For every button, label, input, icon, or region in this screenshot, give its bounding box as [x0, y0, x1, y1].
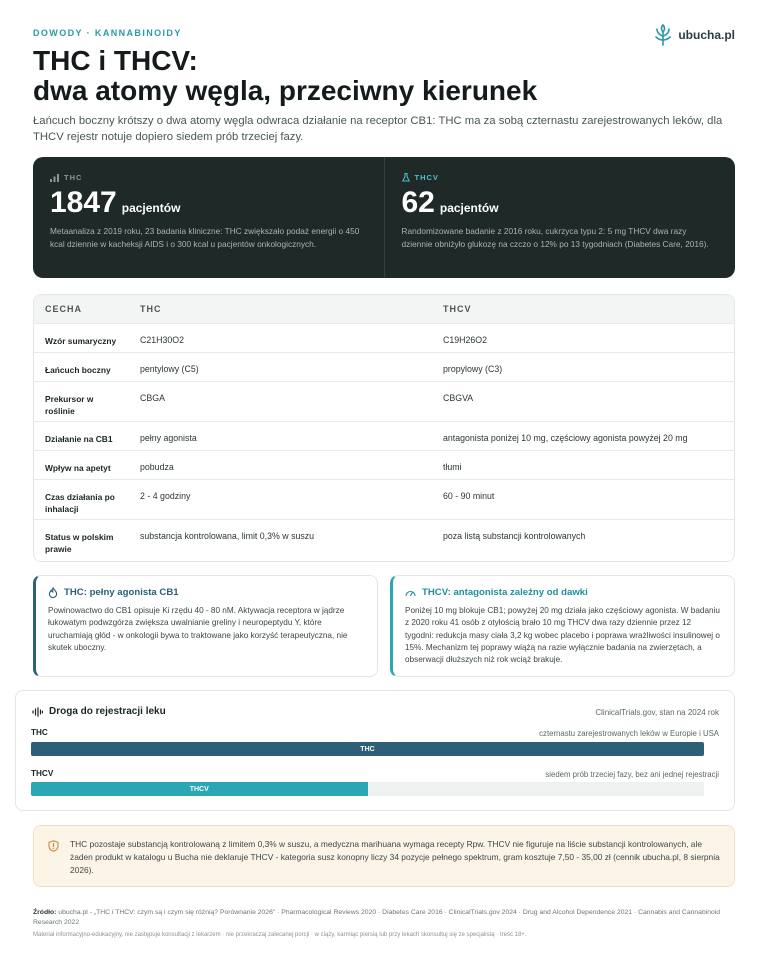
kicker: DOWODY · KANNABINOIDY [33, 28, 182, 38]
stat-description: Randomizowane badanie z 2016 roku, cukrzyca typu 2: 5 mg THCV dwa razy dziennie obniżyło glukozę na czczo o 12% po 13 tygodniach (Diabetes Care, 2016). [401, 226, 709, 249]
row-key: Łańcuch boczny [34, 352, 129, 381]
stat-unit: pacjentów [121, 201, 181, 215]
row-thcv: propylowy (C3) [432, 352, 734, 381]
bar-label-thc: THC [31, 728, 48, 737]
table-row [34, 323, 734, 352]
row-thc: pentylowy (C5) [129, 352, 432, 381]
stat-thcv [384, 157, 736, 278]
bar-note-thcv: siedem prób trzeciej fazy, bez ani jednej rejestracji [545, 770, 719, 779]
stat-thc-value [50, 187, 366, 219]
header-cecha: CECHA [34, 295, 129, 323]
legal-note-text: THC pozostaje substancją kontrolowaną z limitem 0,3% w suszu, a medyczna marihuana wymaga recepty Rpw. THCV nie figuruje na liście substancji kontrolowanych, ale żaden produkt w katalogu u Bucha nie deklaruje THCV - kategoria susz konopny liczy 34 pozycje pełnego spektrum, gram kosztuje 7,50 - 35,00 zł (cennik ubucha.pl, 8 sierpnia 2026). [70, 839, 720, 875]
table-row [34, 450, 734, 479]
source-label: Źródło: [33, 909, 57, 916]
source-text: ubucha.pl - „THC i THCV: czym są i czym się różnią? Porównanie 2026" · Pharmacological Reviews 2020 · Diabetes Care 2016 · ClinicalTrials.gov 2024 · Drug and Alcohol Dependence 2021 · Cannabis and Cannabinoid Research 2022 [33, 909, 721, 926]
stat-thc [33, 157, 384, 278]
row-thc: 2 - 4 godziny [129, 479, 432, 519]
gauge-icon [405, 588, 416, 597]
bar-track-thcv [31, 782, 704, 796]
table-row [34, 421, 734, 450]
bar-track-thc [31, 742, 704, 756]
stat-label-text: THCV [414, 173, 439, 182]
stat-thc-label [50, 173, 366, 182]
stat-thcv-value [402, 187, 718, 219]
stats-panel [33, 157, 735, 278]
bar-fill-thcv: THCV [31, 782, 368, 796]
card-title [48, 587, 365, 598]
disclaimer: Materiał informacyjno-edukacyjny, nie zastępuje konsultacji z lekarzem · nie przekraczaj zalecanej porcji · w ciąży, karmiąc piersią lub przy lekach skonsultuj się ze specjalistą · treść 18+. [33, 932, 527, 938]
row-thc: pobudza [129, 450, 432, 479]
brand-logo[interactable] [654, 24, 735, 46]
source-line [33, 908, 738, 928]
row-thcv: tłumi [432, 450, 734, 479]
row-thcv: CBGVA [432, 381, 734, 421]
roadmap-source: ClinicalTrials.gov, stan na 2024 rok [595, 708, 719, 717]
row-key: Prekursor w roślinie [34, 381, 129, 421]
mechanism-cards [33, 575, 735, 677]
bar-chart-icon [50, 174, 59, 182]
card-title-text: THCV: antagonista zależny od dawki [422, 587, 588, 598]
card-thc [33, 575, 378, 677]
row-key: Czas działania po inhalacji [34, 479, 129, 519]
stat-unit: pacjentów [439, 201, 499, 215]
row-thc: CBGA [129, 381, 432, 421]
registration-roadmap [15, 690, 735, 811]
card-title-text: THC: pełny agonista CB1 [64, 587, 179, 598]
bar-fill-thc: THC [31, 742, 704, 756]
roadmap-title-text: Droga do rejestracji leku [49, 706, 166, 717]
stat-number: 1847 [50, 186, 117, 219]
row-thcv: C19H26O2 [432, 323, 734, 352]
table-row [34, 519, 734, 559]
table-row [34, 352, 734, 381]
header-thcv: THCV [432, 295, 734, 323]
card-text: Poniżej 10 mg blokuje CB1; powyżej 20 mg działa jako częściowy agonista. W badaniu z 2020 roku 41 osób z otyłością brało 10 mg THCV dwa razy dziennie przez 12 tygodni: redukcja masy ciała 3,2 kg wobec placebo i poprawa wrażliwości insulinowej o 15%. Mechanizm tej poprawy wiążą na razie wyłącznie badania na zwierzętach, a obserwacji dłuższych niż rok wciąż brakuje. [405, 606, 720, 665]
lead-paragraph: Łańcuch boczny krótszy o dwa atomy węgla odwraca działanie na receptor CB1: THC ma za sobą czternastu zarejestrowanych leków, dla THCV rejestr notuje dopiero siedem prób trzeciej fazy. [33, 115, 723, 143]
comparison-table [33, 294, 735, 562]
flask-icon [402, 173, 410, 182]
title-line-2: dwa atomy węgla, przeciwny kierunek [33, 75, 538, 106]
row-thcv: antagonista poniżej 10 mg, częściowy agonista powyżej 20 mg [432, 421, 734, 450]
warning-shield-icon [48, 840, 59, 852]
card-title [405, 587, 722, 598]
row-thc: C21H30O2 [129, 323, 432, 352]
table-row [34, 381, 734, 421]
card-text: Powinowactwo do CB1 opisuje Ki rzędu 40 - 80 nM. Aktywacja receptora w jądrze łukowatym podwzgórza zwiększa uwalnianie greliny i neuropeptydu Y, które uruchamiają głód - w onkologii bywa to traktowane jako korzyść terapeutyczna, nie skutek uboczny. [48, 606, 348, 652]
brand-name: ubucha.pl [678, 28, 735, 42]
stat-number: 62 [401, 186, 435, 219]
card-thcv [390, 575, 735, 677]
row-key: Wpływ na apetyt [34, 450, 129, 479]
row-key: Działanie na CB1 [34, 421, 129, 450]
stat-thcv-label [402, 173, 718, 182]
flame-icon [48, 587, 58, 598]
page-title [33, 46, 537, 106]
row-key: Wzór sumaryczny [34, 323, 129, 352]
table-row [34, 479, 734, 519]
header-thc: THC [129, 295, 432, 323]
row-thcv: 60 - 90 minut [432, 479, 734, 519]
row-thcv: poza listą substancji kontrolowanych [432, 519, 734, 559]
stat-label-text: THC [64, 173, 83, 182]
bar-label-thcv: THCV [31, 769, 54, 778]
roadmap-title [32, 706, 166, 717]
legal-note [33, 825, 735, 887]
row-thc: pełny agonista [129, 421, 432, 450]
waveform-icon [32, 707, 43, 717]
title-line-1: THC i THCV: [33, 45, 198, 76]
leaf-logo-icon [654, 24, 672, 46]
bar-note-thc: czternastu zarejestrowanych leków w Europie i USA [539, 729, 719, 738]
row-key: Status w polskim prawie [34, 519, 129, 559]
row-thc: substancja kontrolowana, limit 0,3% w suszu [129, 519, 432, 559]
stat-description: Metaanaliza z 2019 roku, 23 badania kliniczne: THC zwiększało podaż energii o 450 kcal dziennie w kacheksji AIDS i o 300 kcal u pacjentów onkologicznych. [50, 226, 360, 249]
table-header-row [34, 295, 734, 323]
